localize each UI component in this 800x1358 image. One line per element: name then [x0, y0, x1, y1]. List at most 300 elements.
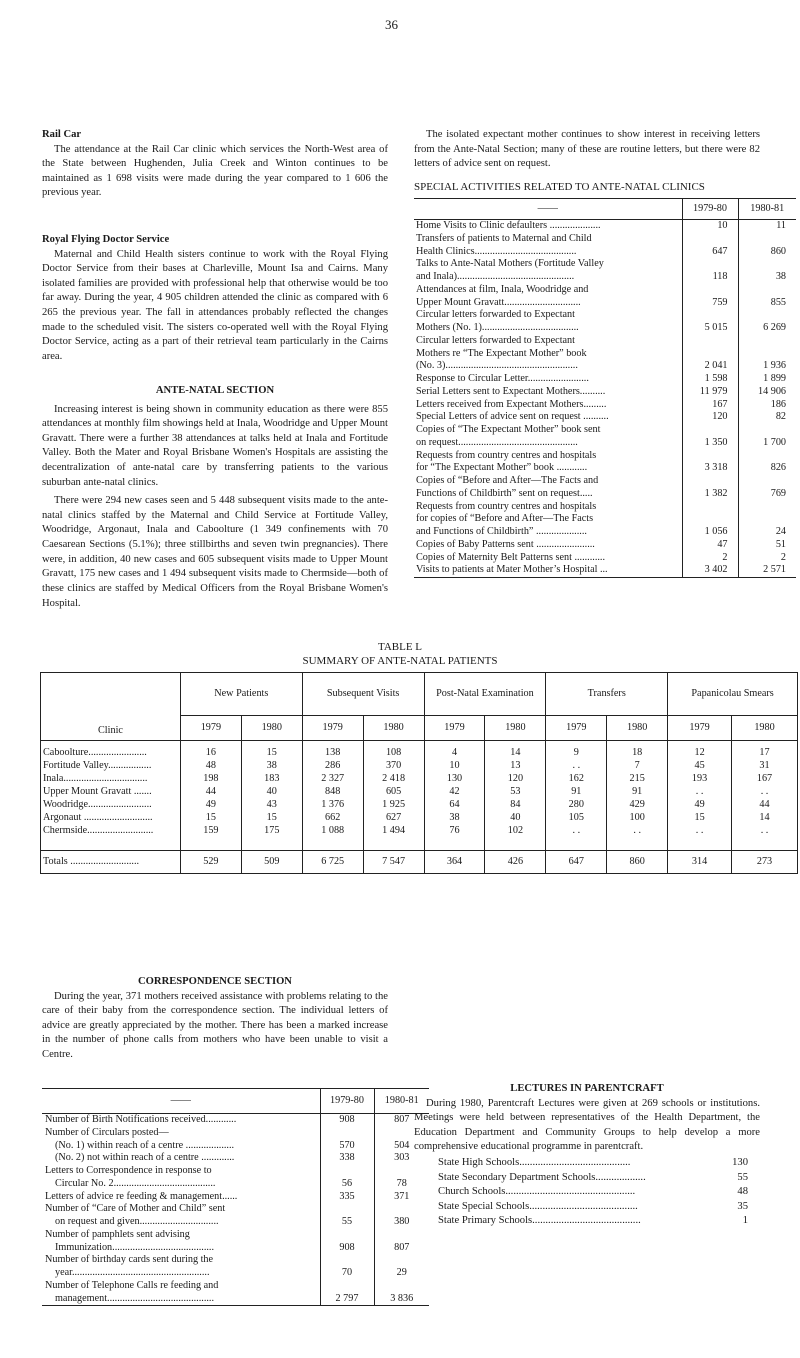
sa-row-1979: 47 — [682, 539, 738, 552]
tl-row — [41, 812, 798, 825]
special-activities-table-wrap — [414, 198, 796, 578]
tl-spacer-cell — [41, 838, 181, 851]
sa-row-label-line: Letters received from Expectant Mothers......... — [416, 398, 607, 410]
sa-row — [414, 564, 796, 577]
tl-row-value: 17 — [732, 747, 798, 760]
tl-row-value: 429 — [607, 799, 668, 812]
tl-row-value: 848 — [302, 786, 363, 799]
tl-row-value: 159 — [180, 825, 241, 838]
isolated-section — [414, 128, 760, 172]
sa-col-1980: 1980-81 — [750, 202, 785, 214]
sa-row — [414, 539, 796, 552]
tl-row-value: 175 — [241, 825, 302, 838]
sa-row-1979: 120 — [682, 411, 738, 424]
sa-row-label-line: on request............................................... — [416, 436, 578, 448]
co-col-1980: 1980-81 — [384, 1094, 419, 1106]
tl-row-value: 14 — [485, 747, 546, 760]
lectures-item-label: State Primary Schools......................................... — [438, 1215, 641, 1227]
tl-row-value: 76 — [424, 825, 485, 838]
sa-row-label-line: Attendances at film, Inala, Woodridge and — [416, 283, 589, 295]
co-row-label-line: Letters to Correspondence in response to — [45, 1165, 212, 1176]
sa-row — [414, 552, 796, 565]
tl-totals-value: 364 — [424, 851, 485, 874]
lectures-list-item — [438, 1156, 748, 1171]
table-l-title: TABLE L — [377, 641, 423, 653]
tl-row-value: 38 — [241, 760, 302, 773]
sa-row-1979: 2 041 — [682, 335, 738, 373]
sa-row-1980: 2 — [780, 551, 786, 563]
sa-row-label-line: Requests from country centres and hospitals — [416, 449, 597, 461]
sa-row-label-line: Mothers re “The Expectant Mother” book — [416, 347, 587, 359]
sa-row-1980: 1 936 — [763, 360, 786, 372]
tl-row-value: 120 — [485, 773, 546, 786]
tl-row-value: 16 — [180, 747, 241, 760]
tl-row-value: 198 — [180, 773, 241, 786]
sa-row-label — [414, 284, 682, 310]
co-row-1979: 70 — [320, 1254, 374, 1280]
tl-row-value: 193 — [668, 773, 732, 786]
lectures-list-item — [438, 1171, 748, 1186]
sa-row-label-line: Requests from country centres and hospitals — [416, 500, 597, 512]
co-row-label-line: Number of “Care of Mother and Child” sent — [45, 1203, 226, 1215]
tl-row-value: 1 925 — [363, 799, 424, 812]
sa-row-label-line: Visits to patients at Mater Mother’s Hospital ... — [416, 564, 608, 576]
co-row — [42, 1203, 429, 1229]
tl-row — [41, 760, 798, 773]
tl-row-value: 64 — [424, 799, 485, 812]
sa-row-1980: 1 899 — [763, 373, 786, 384]
tl-row-value: 48 — [180, 760, 241, 773]
co-row-label — [42, 1229, 320, 1255]
tl-row-value: 105 — [546, 812, 607, 825]
co-row-1980: 78 — [396, 1177, 407, 1189]
tl-spacer-cell — [607, 838, 668, 851]
co-row-label-line: Letters of advice re feeding & management...... — [45, 1190, 238, 1202]
co-row — [42, 1152, 429, 1165]
tl-row-value: 162 — [546, 773, 607, 786]
sa-row-label — [414, 539, 682, 552]
co-row-label-line: Number of pamphlets sent advising — [45, 1228, 190, 1240]
sa-row-label-line: Home Visits to Clinic defaulters .................... — [416, 220, 601, 231]
sa-row-1979: 11 979 — [682, 386, 738, 399]
tl-row-value: 42 — [424, 786, 485, 799]
sa-row-1980: 860 — [770, 245, 786, 257]
sa-row-1980: 6 269 — [763, 322, 786, 333]
table-l-subtitle: SUMMARY OF ANTE-NATAL PATIENTS — [302, 655, 498, 668]
tl-row-value: 7 — [607, 760, 668, 773]
correspondence-table — [42, 1089, 429, 1305]
lectures-item-label: Church Schools................................................. — [438, 1186, 636, 1198]
tl-row-value: 12 — [668, 747, 732, 760]
sa-row-1980: 51 — [775, 538, 786, 550]
sa-row-1980: 14 906 — [757, 385, 786, 397]
co-row — [42, 1165, 429, 1191]
sa-row-1979: 1 056 — [682, 501, 738, 539]
sa-row-label — [414, 424, 682, 450]
sa-row-label — [414, 501, 682, 539]
sa-row-label-line: Talks to Ante-Natal Mothers (Fortitude Valley — [416, 258, 604, 270]
tl-year-header: 1979 — [546, 716, 607, 741]
sa-row — [414, 501, 796, 539]
tl-row-value: 91 — [546, 786, 607, 799]
sa-row-1979: 167 — [682, 399, 738, 412]
sa-row-1980: 1 700 — [763, 436, 786, 448]
sa-row — [414, 233, 796, 259]
sa-row-label — [414, 411, 682, 424]
co-row-label — [42, 1152, 320, 1165]
sa-row-label — [414, 309, 682, 335]
sa-row — [414, 399, 796, 412]
table-l-heading — [0, 640, 800, 669]
lectures-item-value: 48 — [737, 1186, 748, 1198]
lectures-item-value: 35 — [737, 1200, 748, 1212]
sa-row-1980: 2 571 — [763, 564, 786, 576]
tl-row-value: 53 — [485, 786, 546, 799]
tl-row-value: 1 494 — [363, 825, 424, 838]
tl-row-value: 15 — [180, 812, 241, 825]
tl-year-header: 1980 — [607, 716, 668, 741]
sa-row — [414, 475, 796, 501]
tl-year-header: 1979 — [180, 716, 241, 741]
tl-totals-label: Totals ........................... — [41, 851, 181, 874]
ante-natal-p2: There were 294 new cases seen and 5 448 subsequent visits made to the ante-natal clinics staffed by the Maternal and Child Service at Fortitude Valley, Woodridge, Argonaut, Inala and Caboolture (1 349 confinements with 70 Caesarean Sections (5.1%); three stillbirths and seven twin pregnancies). There were, in addition, 40 new cases and 605 subsequent visits made to Upper Mount Gravatt, 175 new cases and 1 494 subsequent visits made to Chermside—both of these clinics are staffed by Medical Officers from the Royal Brisbane Women's Hospital. — [42, 495, 388, 609]
tl-row-value: 280 — [546, 799, 607, 812]
rail-car-text: The attendance at the Rail Car clinic which services the North-West area of the State between Hughenden, Julia Creek and Winton continues to be maintained as 1 698 visits were made during the year compared to 1 606 the previous year. — [42, 143, 388, 199]
sa-row-label-line: Copies of Maternity Belt Patterns sent ............ — [416, 551, 606, 563]
co-row-label — [42, 1280, 320, 1306]
sa-row — [414, 424, 796, 450]
tl-totals-value: 426 — [485, 851, 546, 874]
tl-spacer-row — [41, 838, 798, 851]
co-row-label-line: management.......................................... — [55, 1292, 215, 1304]
tl-row-value: 15 — [668, 812, 732, 825]
correspondence-text: During the year, 371 mothers received assistance with problems relating to the care of their baby from the correspondence section. The individual letters of advice are greatly appreciated by the mother. There has been a marked increase in the number of phone calls from mothers who have been unable to visit a Centre. — [42, 990, 388, 1061]
tl-group-header: Subsequent Visits — [302, 673, 424, 716]
co-row-label — [42, 1191, 320, 1204]
tl-row-value: 370 — [363, 760, 424, 773]
tl-totals-value: 6 725 — [302, 851, 363, 874]
co-row — [42, 1114, 429, 1127]
tl-year-header: 1980 — [732, 716, 798, 741]
tl-row — [41, 799, 798, 812]
sa-row-label — [414, 233, 682, 259]
lectures-list-item — [438, 1214, 748, 1229]
sa-row-1980: 855 — [770, 296, 786, 308]
sa-row-label — [414, 399, 682, 412]
tl-year-header: 1980 — [241, 716, 302, 741]
tl-row — [41, 747, 798, 760]
sa-row-label-line: Upper Mount Gravatt.............................. — [416, 296, 581, 308]
sa-row-label-line: Copies of “The Expectant Mother” book sent — [416, 424, 601, 435]
rail-car-heading: Rail Car — [42, 129, 82, 140]
sa-row — [414, 258, 796, 284]
co-row-1979: 338 — [320, 1152, 374, 1165]
sa-row-label-line: Response to Circular Letter........................ — [416, 373, 589, 384]
tl-row-value: 627 — [363, 812, 424, 825]
tl-row-value: . . — [732, 786, 798, 799]
sa-row-1979: 759 — [682, 284, 738, 310]
co-row-label — [42, 1203, 320, 1229]
sa-row-label-line: Special Letters of advice sent on request .......... — [416, 411, 609, 423]
tl-row-value: 14 — [732, 812, 798, 825]
lectures-item-label: State Secondary Department Schools................... — [438, 1171, 646, 1183]
sa-row-label-line: Circular letters forwarded to Expectant — [416, 334, 575, 346]
sa-row — [414, 309, 796, 335]
tl-row-clinic: Argonaut ........................... — [41, 812, 181, 825]
co-row-1980: 29 — [396, 1267, 407, 1278]
correspondence-heading: CORRESPONDENCE SECTION — [138, 976, 292, 987]
sa-row-label-line: Serial Letters sent to Expectant Mothers.......... — [416, 385, 606, 397]
sa-row-label — [414, 258, 682, 284]
sa-row-1980: 186 — [770, 398, 786, 410]
co-row-1980: 303 — [394, 1152, 410, 1164]
tl-spacer-cell — [241, 838, 302, 851]
ante-natal-p1: Increasing interest is being shown in community education as there were 855 attendances at monthly film showings held at Inala, Woodridge and Upper Mount Gravatt. There were a further 38 attendances at talks held at Inala and Fortitude Valley. Both the Mater and Royal Brisbane Women's Hospitals are assisting the decentralization of ante-natal care by transferring patients to the various suburban ante-natal clinics. — [42, 403, 388, 488]
tl-row — [41, 773, 798, 786]
lectures-item-label: State High Schools.......................................... — [438, 1157, 631, 1169]
sa-row-label-line: Health Clinics........................................ — [416, 245, 577, 257]
tl-row-value: . . — [732, 825, 798, 838]
tl-row-value: . . — [668, 825, 732, 838]
tl-spacer-cell — [302, 838, 363, 851]
tl-row-value: 91 — [607, 786, 668, 799]
tl-row-value: 130 — [424, 773, 485, 786]
sa-row-1980: 11 — [776, 220, 786, 231]
sa-row-1980: 38 — [775, 271, 786, 282]
royal-flying-heading: Royal Flying Doctor Service — [42, 234, 170, 245]
co-row-label-line: Number of Telephone Calls re feeding and — [45, 1279, 219, 1291]
table-l-wrap — [40, 672, 798, 874]
sa-row-1979: 10 — [682, 220, 738, 233]
sa-row-1979: 2 — [682, 552, 738, 565]
tl-row-value: 1 376 — [302, 799, 363, 812]
sa-row-label — [414, 220, 682, 233]
correspondence-table-wrap — [42, 1088, 429, 1306]
co-row-1980: 807 — [394, 1114, 410, 1125]
tl-row-value: 84 — [485, 799, 546, 812]
co-row-label-line: (No. 1) within reach of a centre ................... — [55, 1139, 235, 1151]
table-l — [40, 672, 798, 874]
sa-row-label-line: Circular letters forwarded to Expectant — [416, 309, 575, 321]
sa-row-1979: 1 382 — [682, 475, 738, 501]
sa-row-label-line: Transfers of patients to Maternal and Child — [416, 232, 592, 244]
co-row-1979: 56 — [320, 1165, 374, 1191]
rail-car-section — [42, 128, 388, 201]
sa-row-1979: 647 — [682, 233, 738, 259]
sa-row-label-line: (No. 3).................................................... — [416, 360, 578, 372]
tl-spacer-cell — [546, 838, 607, 851]
sa-row — [414, 411, 796, 424]
sa-row-label-line: Copies of Baby Patterns sent ....................... — [416, 538, 595, 550]
sa-row — [414, 220, 796, 233]
tl-year-header: 1979 — [424, 716, 485, 741]
sa-row-1979: 3 318 — [682, 450, 738, 476]
co-row-label-line: year...................................................... — [55, 1267, 210, 1278]
tl-row — [41, 786, 798, 799]
co-row-label — [42, 1127, 320, 1153]
sa-row-1979: 1 350 — [682, 424, 738, 450]
co-row-label — [42, 1254, 320, 1280]
tl-row — [41, 825, 798, 838]
sa-row-1979: 3 402 — [682, 564, 738, 577]
tl-row-value: 102 — [485, 825, 546, 838]
tl-row-value: . . — [607, 825, 668, 838]
tl-row-value: 4 — [424, 747, 485, 760]
co-row — [42, 1191, 429, 1204]
sa-row-label-line: for “The Expectant Mother” book ............ — [416, 462, 588, 474]
tl-row-value: 13 — [485, 760, 546, 773]
co-row-1979: 335 — [320, 1191, 374, 1204]
tl-totals-row — [41, 851, 798, 874]
sa-row-label-line: for copies of “Before and After—The Facts — [416, 513, 594, 525]
tl-row-value: . . — [546, 760, 607, 773]
co-row-label-line: Number of Birth Notifications received............ — [45, 1114, 237, 1125]
sa-row-label — [414, 373, 682, 386]
sa-row-1980: 24 — [775, 526, 786, 537]
tl-row-value: 138 — [302, 747, 363, 760]
tl-row-value: . . — [546, 825, 607, 838]
lectures-item-label: State Special Schools......................................... — [438, 1200, 638, 1212]
co-row-label — [42, 1114, 320, 1127]
sa-row-1980: 769 — [770, 487, 786, 499]
tl-row-value: 43 — [241, 799, 302, 812]
tl-row-value: 1 088 — [302, 825, 363, 838]
sa-row-1979: 1 598 — [682, 373, 738, 386]
tl-spacer-cell — [424, 838, 485, 851]
tl-spacer-cell — [363, 838, 424, 851]
co-row-label-line: on request and given............................... — [55, 1216, 219, 1227]
tl-spacer-cell — [180, 838, 241, 851]
tl-group-header: Transfers — [546, 673, 668, 716]
tl-year-header: 1980 — [363, 716, 424, 741]
isolated-text: The isolated expectant mother continues to show interest in receiving letters from the Ante-Natal Section; many of these are routine letters, but there were 82 letters of advice sent on request. — [414, 129, 760, 170]
tl-totals-value: 529 — [180, 851, 241, 874]
co-row-label-line: (No. 2) not within reach of a centre ............. — [55, 1152, 235, 1164]
lectures-section — [414, 1082, 760, 1229]
co-col-blank: —— — [42, 1089, 320, 1114]
sa-row-label — [414, 552, 682, 565]
tl-row-clinic: Woodridge......................... — [41, 799, 181, 812]
sa-row — [414, 450, 796, 476]
tl-year-header: 1979 — [302, 716, 363, 741]
tl-totals-value: 509 — [241, 851, 302, 874]
sa-row-label-line: Mothers (No. 1)...................................... — [416, 322, 579, 333]
lectures-list-item — [438, 1185, 748, 1200]
royal-flying-section — [42, 233, 388, 364]
tl-row-value: . . — [668, 786, 732, 799]
sa-row — [414, 386, 796, 399]
co-row-1979: 908 — [320, 1114, 374, 1127]
lectures-heading: LECTURES IN PARENTCRAFT — [510, 1083, 664, 1094]
sa-row-1980: 826 — [770, 462, 786, 474]
co-row-1980: 807 — [394, 1241, 410, 1253]
co-row-1979: 55 — [320, 1203, 374, 1229]
ante-natal-heading: ANTE-NATAL SECTION — [155, 385, 275, 396]
lectures-item-value: 1 — [742, 1215, 748, 1227]
ante-natal-section — [42, 384, 388, 611]
sa-row-label — [414, 386, 682, 399]
sa-col-blank: —— — [414, 199, 682, 220]
tl-year-header: 1980 — [485, 716, 546, 741]
tl-row-value: 49 — [668, 799, 732, 812]
tl-row-value: 183 — [241, 773, 302, 786]
tl-row-value: 9 — [546, 747, 607, 760]
sa-row-label — [414, 564, 682, 577]
tl-row-value: 40 — [485, 812, 546, 825]
tl-spacer-cell — [668, 838, 732, 851]
sa-row-label — [414, 450, 682, 476]
co-row-1980: 3 836 — [390, 1292, 414, 1304]
tl-row-value: 31 — [732, 760, 798, 773]
sa-row — [414, 373, 796, 386]
tl-row-value: 2 418 — [363, 773, 424, 786]
tl-totals-value: 860 — [607, 851, 668, 874]
lectures-list-item — [438, 1200, 748, 1215]
co-row-label-line: Circular No. 2........................................ — [55, 1177, 216, 1189]
tl-row-clinic: Caboolture....................... — [41, 747, 181, 760]
tl-row-value: 18 — [607, 747, 668, 760]
co-row-1979: 908 — [320, 1229, 374, 1255]
sa-row-label — [414, 475, 682, 501]
tl-row-value: 45 — [668, 760, 732, 773]
co-row-label-line: Number of birthday cards sent during the — [45, 1254, 214, 1266]
tl-clinic-header: Clinic — [41, 673, 181, 741]
tl-row-clinic: Inala................................. — [41, 773, 181, 786]
tl-row-value: 215 — [607, 773, 668, 786]
tl-group-header: Post-Natal Examination — [424, 673, 546, 716]
sa-row-label-line: Functions of Childbirth” sent on request..... — [416, 487, 593, 499]
co-row — [42, 1127, 429, 1153]
tl-row-value: 40 — [241, 786, 302, 799]
sa-row-label — [414, 335, 682, 373]
tl-group-header: New Patients — [180, 673, 302, 716]
royal-flying-text: Maternal and Child Health sisters continue to work with the Royal Flying Doctor Service from their bases at Charleville, Mount Isa and Cairns. Many isolated families are provided with professional help that otherwise would be too far away. During the year, 4 905 children attended the clinic as compared with 6 265 the previous year. The fall in attendances probably reflected the changes made to the scheduled visit. The sisters co-operated well with the Royal Flying Doctor Service, acting as a part of their retrieval team particularly in the Cairns area. — [42, 248, 388, 362]
co-row-label-line: Number of Circulars posted— — [45, 1126, 169, 1138]
tl-group-header: Papanicolau Smears — [668, 673, 798, 716]
tl-totals-value: 7 547 — [363, 851, 424, 874]
tl-row-value: 100 — [607, 812, 668, 825]
tl-row-clinic: Fortitude Valley................. — [41, 760, 181, 773]
lectures-list — [438, 1156, 748, 1229]
co-row-label-line: Immunization........................................ — [55, 1241, 215, 1253]
co-row-1980: 504 — [394, 1139, 410, 1151]
tl-row-value: 49 — [180, 799, 241, 812]
tl-row-value: 286 — [302, 760, 363, 773]
tl-spacer-cell — [485, 838, 546, 851]
tl-totals-value: 314 — [668, 851, 732, 874]
co-row — [42, 1254, 429, 1280]
tl-row-clinic: Upper Mount Gravatt ....... — [41, 786, 181, 799]
lectures-text: During 1980, Parentcraft Lectures were given at 269 schools or institutions. Meetings were held between representatives of the Health Department, the Education Department and Community Groups to help develop a more comprehensive educational programme in parentcraft. — [414, 1097, 760, 1153]
tl-row-value: 167 — [732, 773, 798, 786]
sa-row-label-line: and Inala).............................................. — [416, 271, 575, 282]
tl-year-header: 1979 — [668, 716, 732, 741]
tl-row-value: 15 — [241, 747, 302, 760]
sa-row-label-line: Copies of “Before and After—The Facts and — [416, 475, 599, 486]
lectures-item-value: 55 — [737, 1171, 748, 1183]
tl-row-value: 44 — [180, 786, 241, 799]
tl-row-value: 108 — [363, 747, 424, 760]
co-row-1980: 371 — [394, 1190, 410, 1202]
tl-totals-value: 647 — [546, 851, 607, 874]
tl-row-clinic: Chermside.......................... — [41, 825, 181, 838]
tl-row-value: 44 — [732, 799, 798, 812]
tl-row-value: 2 327 — [302, 773, 363, 786]
sa-col-1979: 1979-80 — [682, 199, 738, 220]
lectures-item-value: 130 — [732, 1157, 748, 1169]
page-number: 36 — [385, 17, 398, 32]
correspondence-section — [42, 975, 388, 1063]
